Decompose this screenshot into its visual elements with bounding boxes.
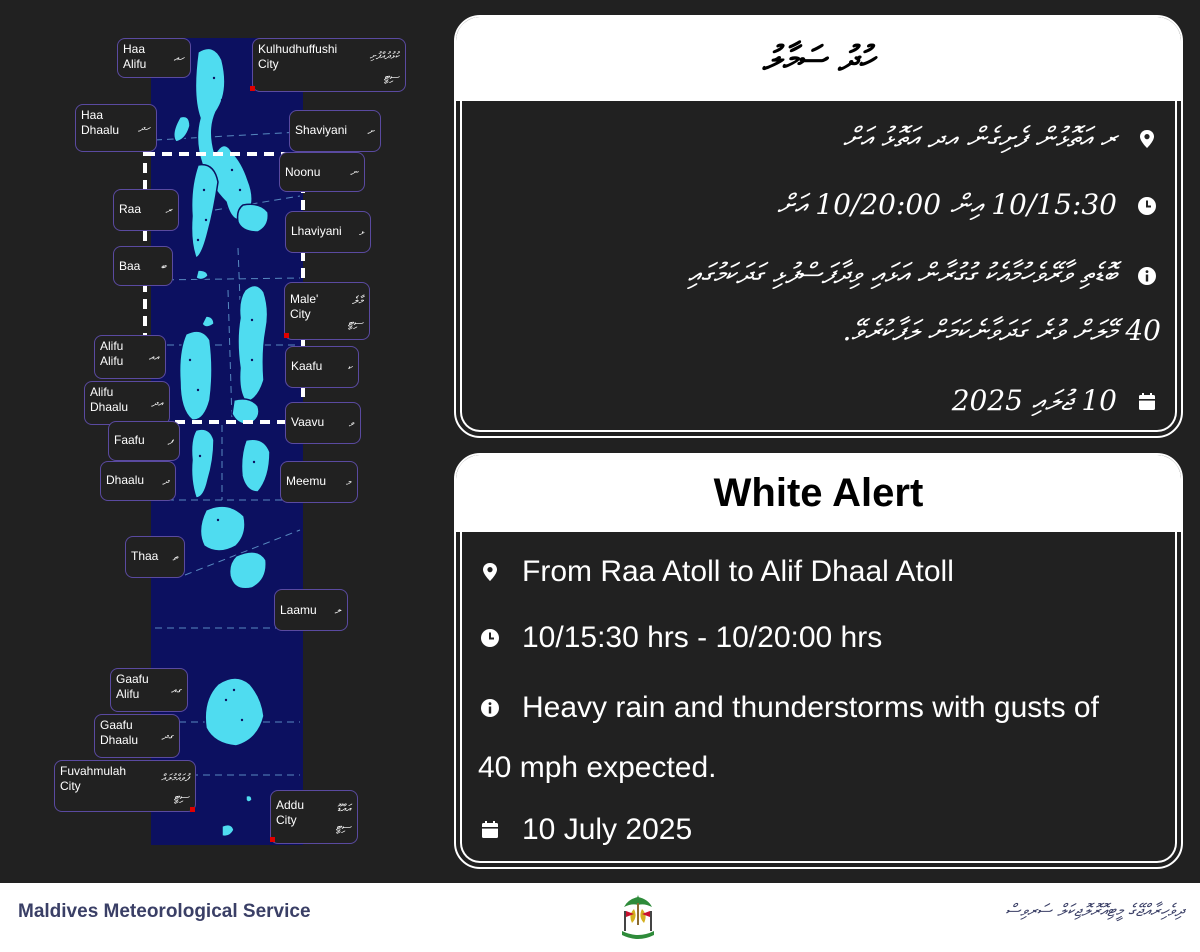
atoll-name: City <box>290 307 311 321</box>
atoll-label-haa-alifu <box>117 38 191 78</box>
atoll-label-gaafu-alifu <box>110 668 188 712</box>
atoll-name: Haa <box>123 42 146 56</box>
atoll-name: Male' <box>290 292 319 306</box>
atoll-label-thaa <box>125 536 185 578</box>
atoll-name-dv: އައްޑޫ <box>336 802 351 815</box>
atoll-name: Kulhudhuffushi <box>258 42 338 56</box>
atoll-name: Dhaalu <box>81 123 120 137</box>
atoll-name: Alifu <box>100 354 124 368</box>
atoll-name: Lhaviyani <box>291 224 342 238</box>
atoll-label-haa-dhaalu <box>75 104 157 152</box>
atoll-name: Alifu <box>116 687 140 701</box>
city-marker-kulhudhuffushi <box>250 86 255 91</box>
atoll-name-dv: ށ <box>367 124 374 138</box>
atoll-name: Dhaalu <box>90 400 129 414</box>
atoll-name-dv: ގދ <box>161 729 173 743</box>
atoll-name: Raa <box>119 202 142 216</box>
atoll-label-alifu-alifu <box>94 335 166 379</box>
atoll-name-dv: އދ <box>151 396 163 410</box>
atoll-label-male-city <box>284 282 370 340</box>
atoll-label-raa <box>113 189 179 231</box>
atoll-name: Dhaalu <box>100 733 139 747</box>
atoll-name-dv: ތ <box>172 550 178 564</box>
atoll-name-dv: ލ <box>334 603 341 617</box>
dhivehi-panel-header <box>456 17 1181 101</box>
atoll-name: Laamu <box>280 603 317 617</box>
atoll-name-dv: ފ <box>167 434 173 448</box>
atoll-name: Fuvahmulah <box>60 764 127 778</box>
atoll-name: Thaa <box>131 549 159 563</box>
atoll-label-dhaalu <box>100 461 176 501</box>
atoll-name-dv: ނ <box>350 165 358 179</box>
city-marker-addu <box>270 837 275 842</box>
location-pin-icon <box>1137 129 1157 149</box>
atoll-name: Vaavu <box>291 415 325 429</box>
atoll-label-shaviyani <box>289 110 381 152</box>
atoll-label-meemu <box>280 461 358 503</box>
atoll-name: Faafu <box>114 433 145 447</box>
atoll-label-alifu-dhaalu <box>84 381 170 425</box>
dhivehi-location-text: ރ އަތޮޅުން ފެށިގެން އދ އަތޮޅު އަށް <box>842 121 1117 154</box>
atoll-label-kaafu <box>285 346 359 388</box>
clock-icon <box>480 628 500 648</box>
atoll-name: Gaafu <box>116 672 149 686</box>
atoll-name: Shaviyani <box>295 123 348 137</box>
dhivehi-alert-panel <box>454 15 1183 438</box>
atoll-name-dv: ދ <box>162 474 169 488</box>
atoll-name: Meemu <box>286 474 327 488</box>
atoll-name: Haa <box>81 108 104 122</box>
atoll-name-dv: ރ <box>165 203 172 217</box>
english-alert-panel <box>454 453 1183 869</box>
atoll-name: Gaafu <box>100 718 133 732</box>
atoll-label-baa <box>113 246 173 286</box>
atoll-label-lhaviyani <box>285 211 371 253</box>
info-icon <box>480 698 500 718</box>
dhivehi-time-text: 10/15:30 އިން 10/20:00 އަށް <box>777 188 1117 221</box>
dhivehi-info-line-1: ބޮޑެތި ވާރޭވެހުމާއެކު ގުގުރާން އަޅައި ވިދާފަސްފުޅި ގަދަކަމުގައި <box>687 257 1117 290</box>
dhivehi-date-text: 10 ޖުލައި 2025 <box>951 384 1117 417</box>
atoll-name-dv: ގއ <box>170 683 181 697</box>
clock-icon <box>1137 196 1157 216</box>
atoll-name-dv: ބ <box>160 259 166 273</box>
atoll-name: Noonu <box>285 165 321 179</box>
calendar-icon <box>480 820 500 840</box>
english-time-text: 10/15:30 hrs - 10/20:00 hrs <box>522 621 883 654</box>
dhivehi-info-line-2: 40 މޭލަށް ވުރެ ގަދަވާނެކަމަށް ލަފާކުރެވޭ. <box>842 314 1161 347</box>
atoll-name-dv: ހދ <box>138 121 150 135</box>
info-icon <box>1137 266 1157 286</box>
atoll-label-faafu <box>108 421 180 461</box>
atoll-name-dv: ހއ <box>173 51 184 65</box>
atoll-name: Alifu <box>90 385 114 399</box>
atoll-name: Dhaalu <box>106 473 145 487</box>
english-alert-title: White Alert <box>713 471 924 515</box>
organization-name-dhivehi: ދިވެހިރާއްޖޭގެ މީޓިއޮރޮލޮޖިކަލް ސަރވިސް <box>1005 901 1184 921</box>
city-marker-fuvahmulah <box>190 807 195 812</box>
atoll-name: Alifu <box>100 339 124 353</box>
atoll-name-dv: އއ <box>148 350 159 364</box>
english-info-line-2: 40 mph expected. <box>478 751 717 784</box>
atoll-name-dv: މ <box>346 475 351 489</box>
atoll-name: Kaafu <box>291 359 323 373</box>
atoll-label-noonu <box>279 152 365 192</box>
organization-name: Maldives Meteorological Service <box>18 901 311 922</box>
atoll-label-fuvahmulah <box>54 760 196 812</box>
atoll-name: Addu <box>276 798 305 812</box>
national-emblem-icon <box>614 891 662 943</box>
english-panel-header <box>456 455 1181 532</box>
dhivehi-panel-body <box>460 101 1177 432</box>
maldives-atoll-map <box>0 0 440 880</box>
atoll-name-dv: ސިޓީ <box>383 70 399 84</box>
atoll-label-gaafu-dhaalu <box>94 714 180 758</box>
atoll-label-addu-city <box>270 790 358 844</box>
atoll-name: City <box>276 813 297 827</box>
atoll-name-dv: ވ <box>348 416 354 430</box>
atoll-name-dv: ސިޓީ <box>335 820 351 834</box>
atoll-name: City <box>258 57 279 71</box>
atoll-name-dv: ކ <box>347 360 352 374</box>
city-marker-male <box>284 333 289 338</box>
atoll-name-dv: ސިޓީ <box>173 790 189 804</box>
atoll-name-dv: ޅ <box>359 225 364 239</box>
atoll-name-dv: ފުވައްމުލައް <box>161 773 189 784</box>
atoll-name: City <box>60 779 81 793</box>
footer-bar <box>0 883 1200 952</box>
atoll-name-dv: ކުޅުދުއްފުށި <box>369 51 399 62</box>
english-date-text: 10 July 2025 <box>522 813 693 846</box>
dhivehi-alert-title: ހުދު ސަމާލު <box>762 39 875 79</box>
atoll-label-laamu <box>274 589 348 631</box>
atoll-name: Alifu <box>123 57 147 71</box>
english-info-line-1: Heavy rain and thunderstorms with gusts of <box>522 691 1099 724</box>
atoll-label-vaavu <box>285 402 361 444</box>
english-panel-body <box>460 532 1177 863</box>
atoll-name: Baa <box>119 259 141 273</box>
atoll-label-kulhudhuffushi <box>252 38 406 92</box>
location-pin-icon <box>480 562 500 582</box>
atoll-name-dv: ސިޓީ <box>347 316 363 330</box>
english-location-text: From Raa Atoll to Alif Dhaal Atoll <box>522 555 954 588</box>
atoll-name-dv: މާލެ <box>352 294 363 307</box>
calendar-icon <box>1137 392 1157 412</box>
